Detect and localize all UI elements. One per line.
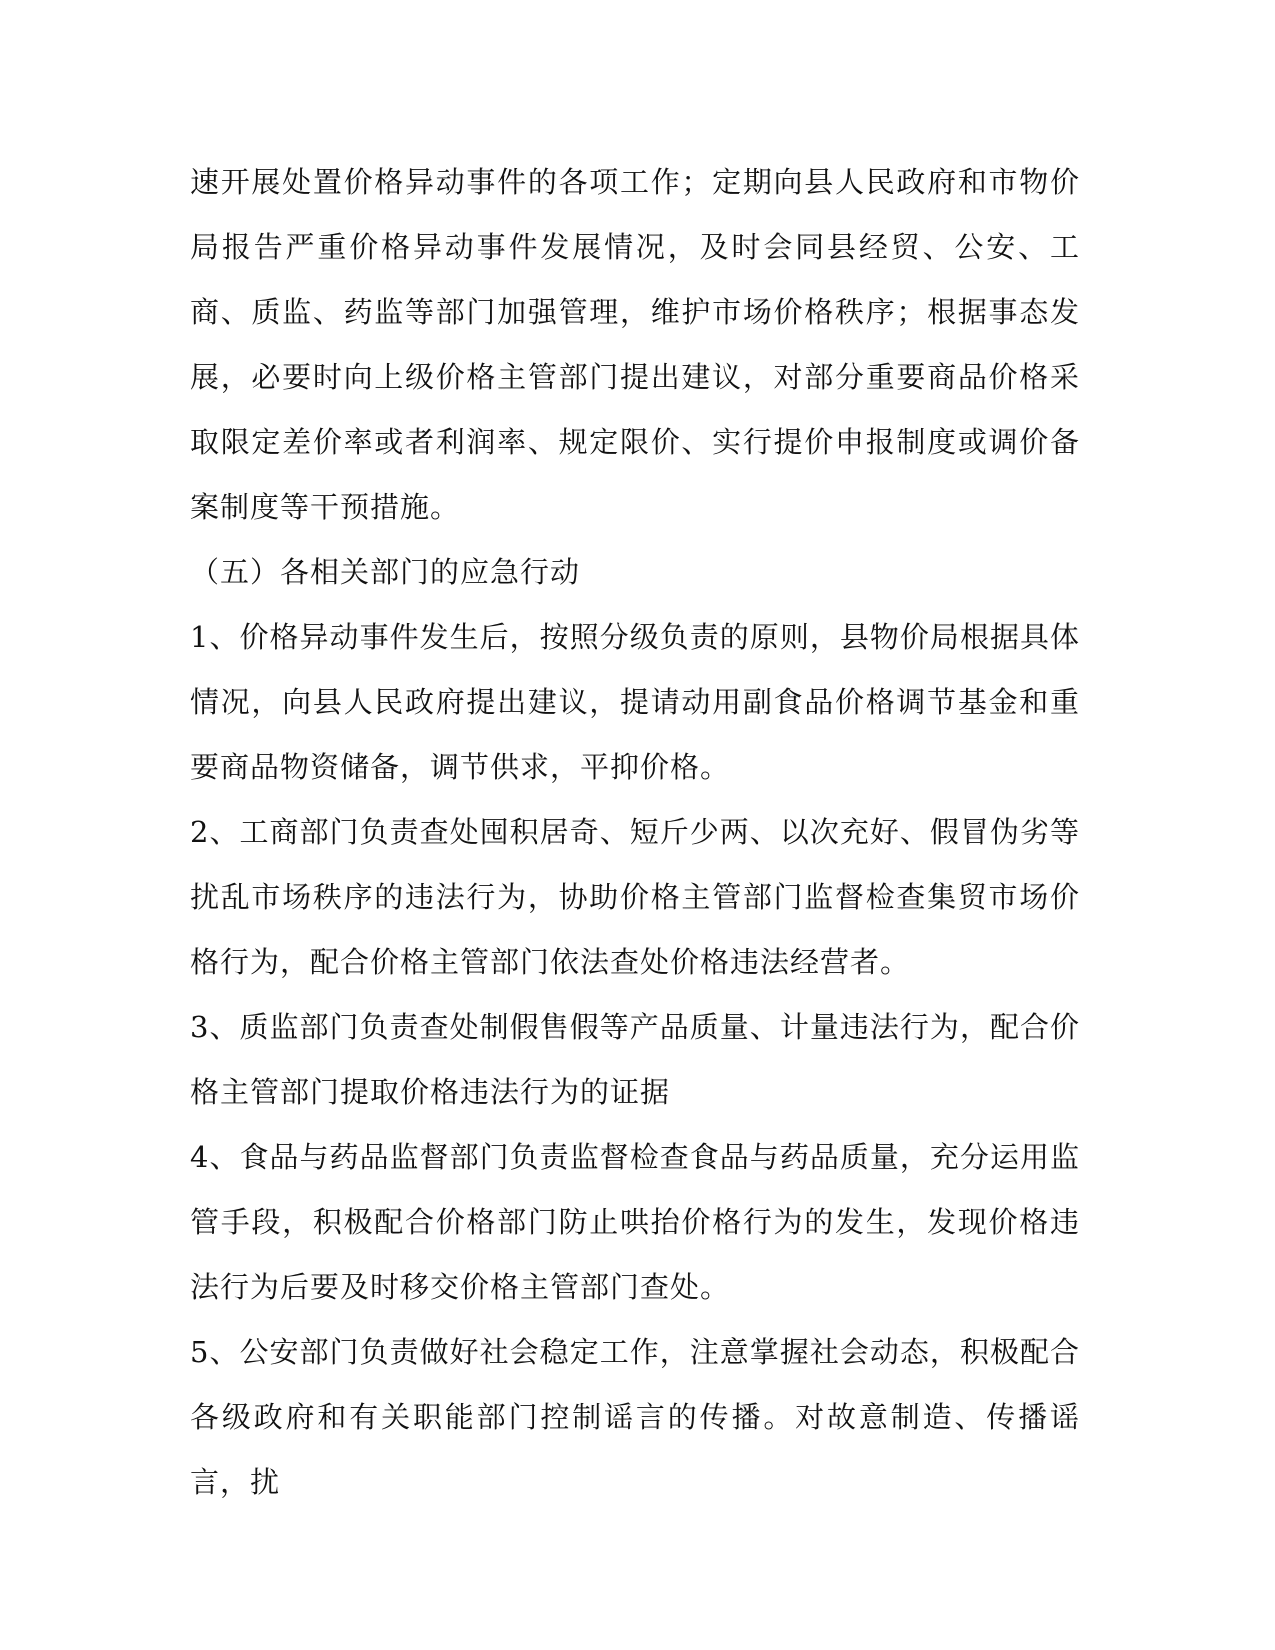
list-item-2: 2、工商部门负责查处囤积居奇、短斤少两、以次充好、假冒伪劣等扰乱市场秩序的违法行为，协助价格主管部门监督检查集贸市场价格行为，配合价格主管部门依法查处价格违法经营者。	[190, 815, 1080, 979]
list-item-3: 3、质监部门负责查处制假售假等产品质量、计量违法行为，配合价格主管部门提取价格违法行为的证据	[190, 1010, 1080, 1109]
list-item-4: 4、食品与药品监督部门负责监督检查食品与药品质量，充分运用监管手段，积极配合价格部门防止哄抬价格行为的发生，发现价格违法行为后要及时移交价格主管部门查处。	[190, 1140, 1080, 1304]
body-text	[190, 150, 1080, 1515]
section-heading: （五）各相关部门的应急行动	[190, 555, 581, 589]
paragraph-continuation: 速开展处置价格异动事件的各项工作；定期向县人民政府和市物价局报告严重价格异动事件发展情况，及时会同县经贸、公安、工商、质监、药监等部门加强管理，维护市场价格秩序；根据事态发展，必要时向上级价格主管部门提出建议，对部分重要商品价格采取限定差价率或者利润率、规定限价、实行提价申报制度或调价备案制度等干预措施。	[190, 165, 1080, 524]
list-item-5: 5、公安部门负责做好社会稳定工作，注意掌握社会动态，积极配合各级政府和有关职能部门控制谣言的传播。对故意制造、传播谣言，扰	[190, 1335, 1080, 1499]
list-item-1: 1、价格异动事件发生后，按照分级负责的原则，县物价局根据具体情况，向县人民政府提出建议，提请动用副食品价格调节基金和重要商品物资储备，调节供求，平抑价格。	[190, 620, 1080, 784]
